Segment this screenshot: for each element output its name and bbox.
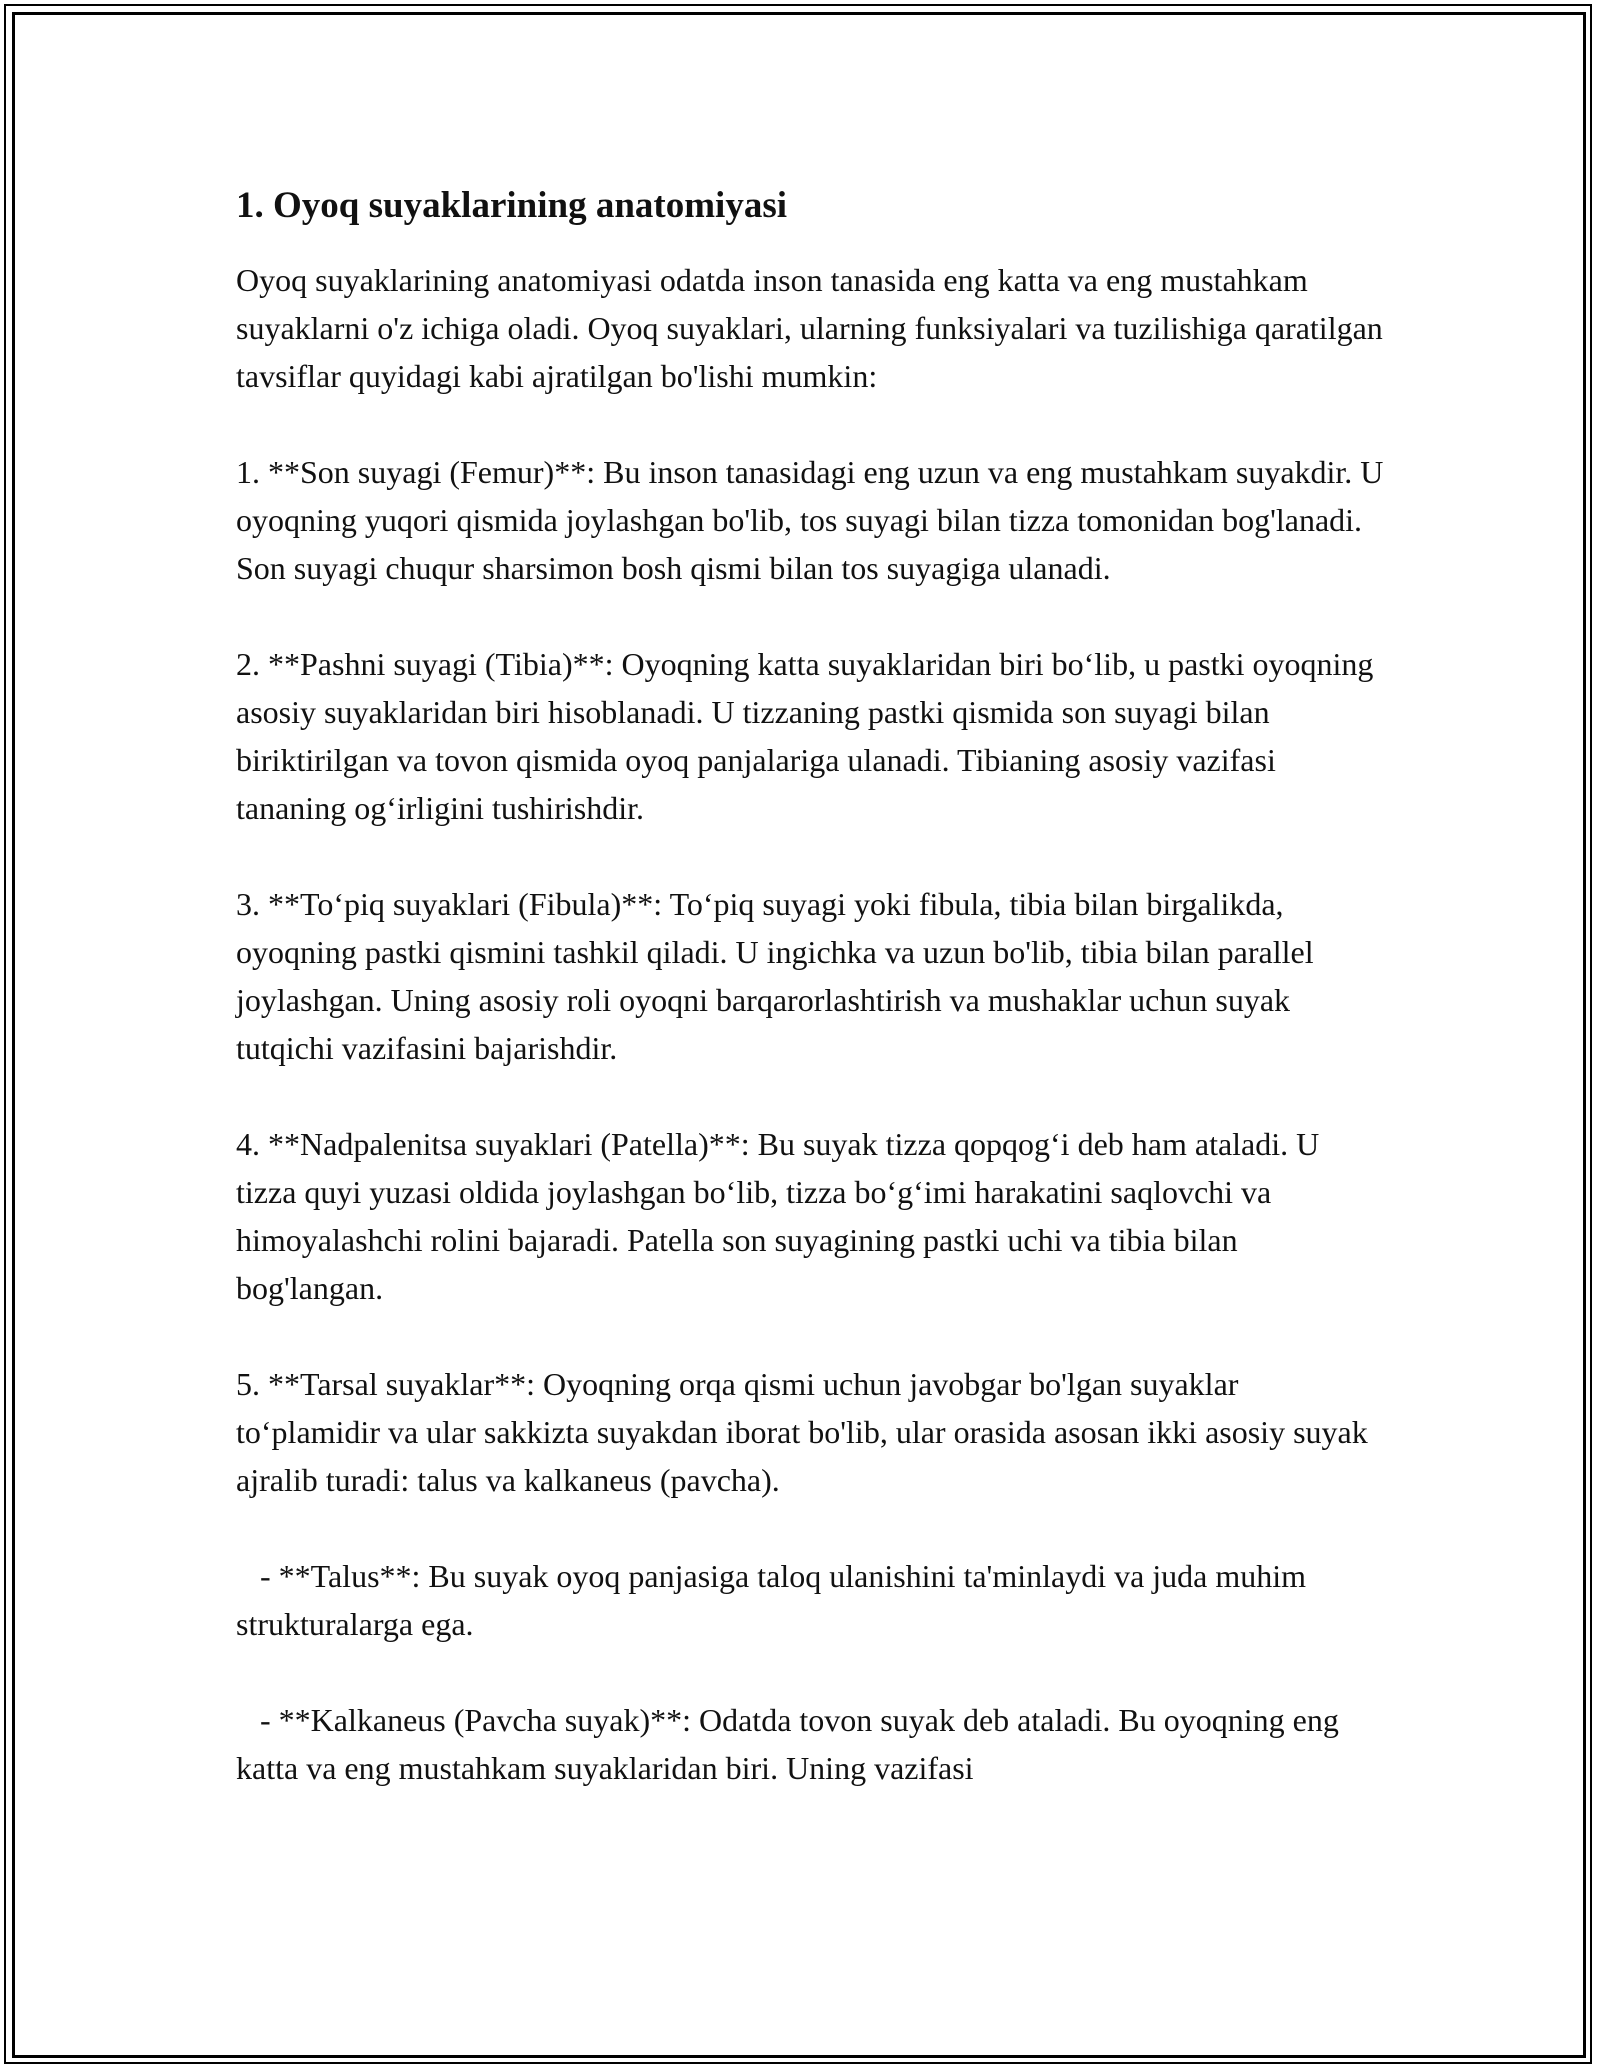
intro-paragraph: Oyoq suyaklarining anatomiyasi odatda inson tanasida eng katta va eng mustahkam suyaklarni o'z ichiga oladi. Oyoq suyaklari, ularning funksiyalari va tuzilishiga qaratilgan tavsiflar quyidagi kabi ajratilgan bo'lishi mumkin: [236, 262, 1391, 395]
calcaneus-paragraph: - **Kalkaneus (Pavcha suyak)**: Odatda tovon suyak deb ataladi. Bu oyoqning eng katta va eng mustahkam suyaklaridan biri. Uning vazifasi [236, 1702, 1347, 1787]
femur-paragraph: 1. **Son suyagi (Femur)**: Bu inson tanasidagi eng uzun va eng mustahkam suyakdir. U oyoqning yuqori qismida joylashgan bo'lib, tos suyagi bilan tizza tomonidan bog'lanadi. Son suyagi chuqur sharsimon bosh qismi bilan tos suyagiga ulanadi. [236, 454, 1392, 587]
fibula-paragraph: 3. **To‘piq suyaklari (Fibula)**: To‘piq suyagi yoki fibula, tibia bilan birgalikda, oyoqning pastki qismini tashkil qiladi. U ingichka va uzun bo'lib, tibia bilan parallel joylashgan. Uning asosiy roli oyoqni barqarorlashtirish va mushaklar uchun suyak tutqichi vazifasini bajarishdir. [236, 886, 1322, 1067]
section-heading: 1. Oyoq suyaklarining anatomiyasi [236, 185, 788, 226]
tarsal-paragraph: 5. **Tarsal suyaklar**: Oyoqning orqa qismi uchun javobgar bo'lgan suyaklar to‘plamidir va ular sakkizta suyakdan iborat bo'lib, ular orasida asosan ikki asosiy suyak ajralib turadi: talus va kalkaneus (pavcha). [236, 1366, 1376, 1499]
patella-paragraph: 4. **Nadpalenitsa suyaklari (Patella)**: Bu suyak tizza qopqog‘i deb ham ataladi. U tizza quyi yuzasi oldida joylashgan bo‘lib, tizza bo‘g‘imi harakatini saqlovchi va himoyalashchi rolini bajaradi. Patella son suyagining pastki uchi va tibia bilan bog'langan. [236, 1126, 1328, 1307]
talus-paragraph: - **Talus**: Bu suyak oyoq panjasiga taloq ulanishini ta'minlaydi va juda muhim strukturalarga ega. [236, 1558, 1315, 1643]
tibia-paragraph: 2. **Pashni suyagi (Tibia)**: Oyoqning katta suyaklaridan biri bo‘lib, u pastki oyoqning asosiy suyaklaridan biri hisoblanadi. U tizzaning pastki qismida son suyagi bilan biriktirilgan va tovon qismida oyoq panjalariga ulanadi. Tibianing asosiy vazifasi tananing og‘irligini tushirishdir. [236, 646, 1382, 827]
document-body [236, 182, 1392, 1840]
